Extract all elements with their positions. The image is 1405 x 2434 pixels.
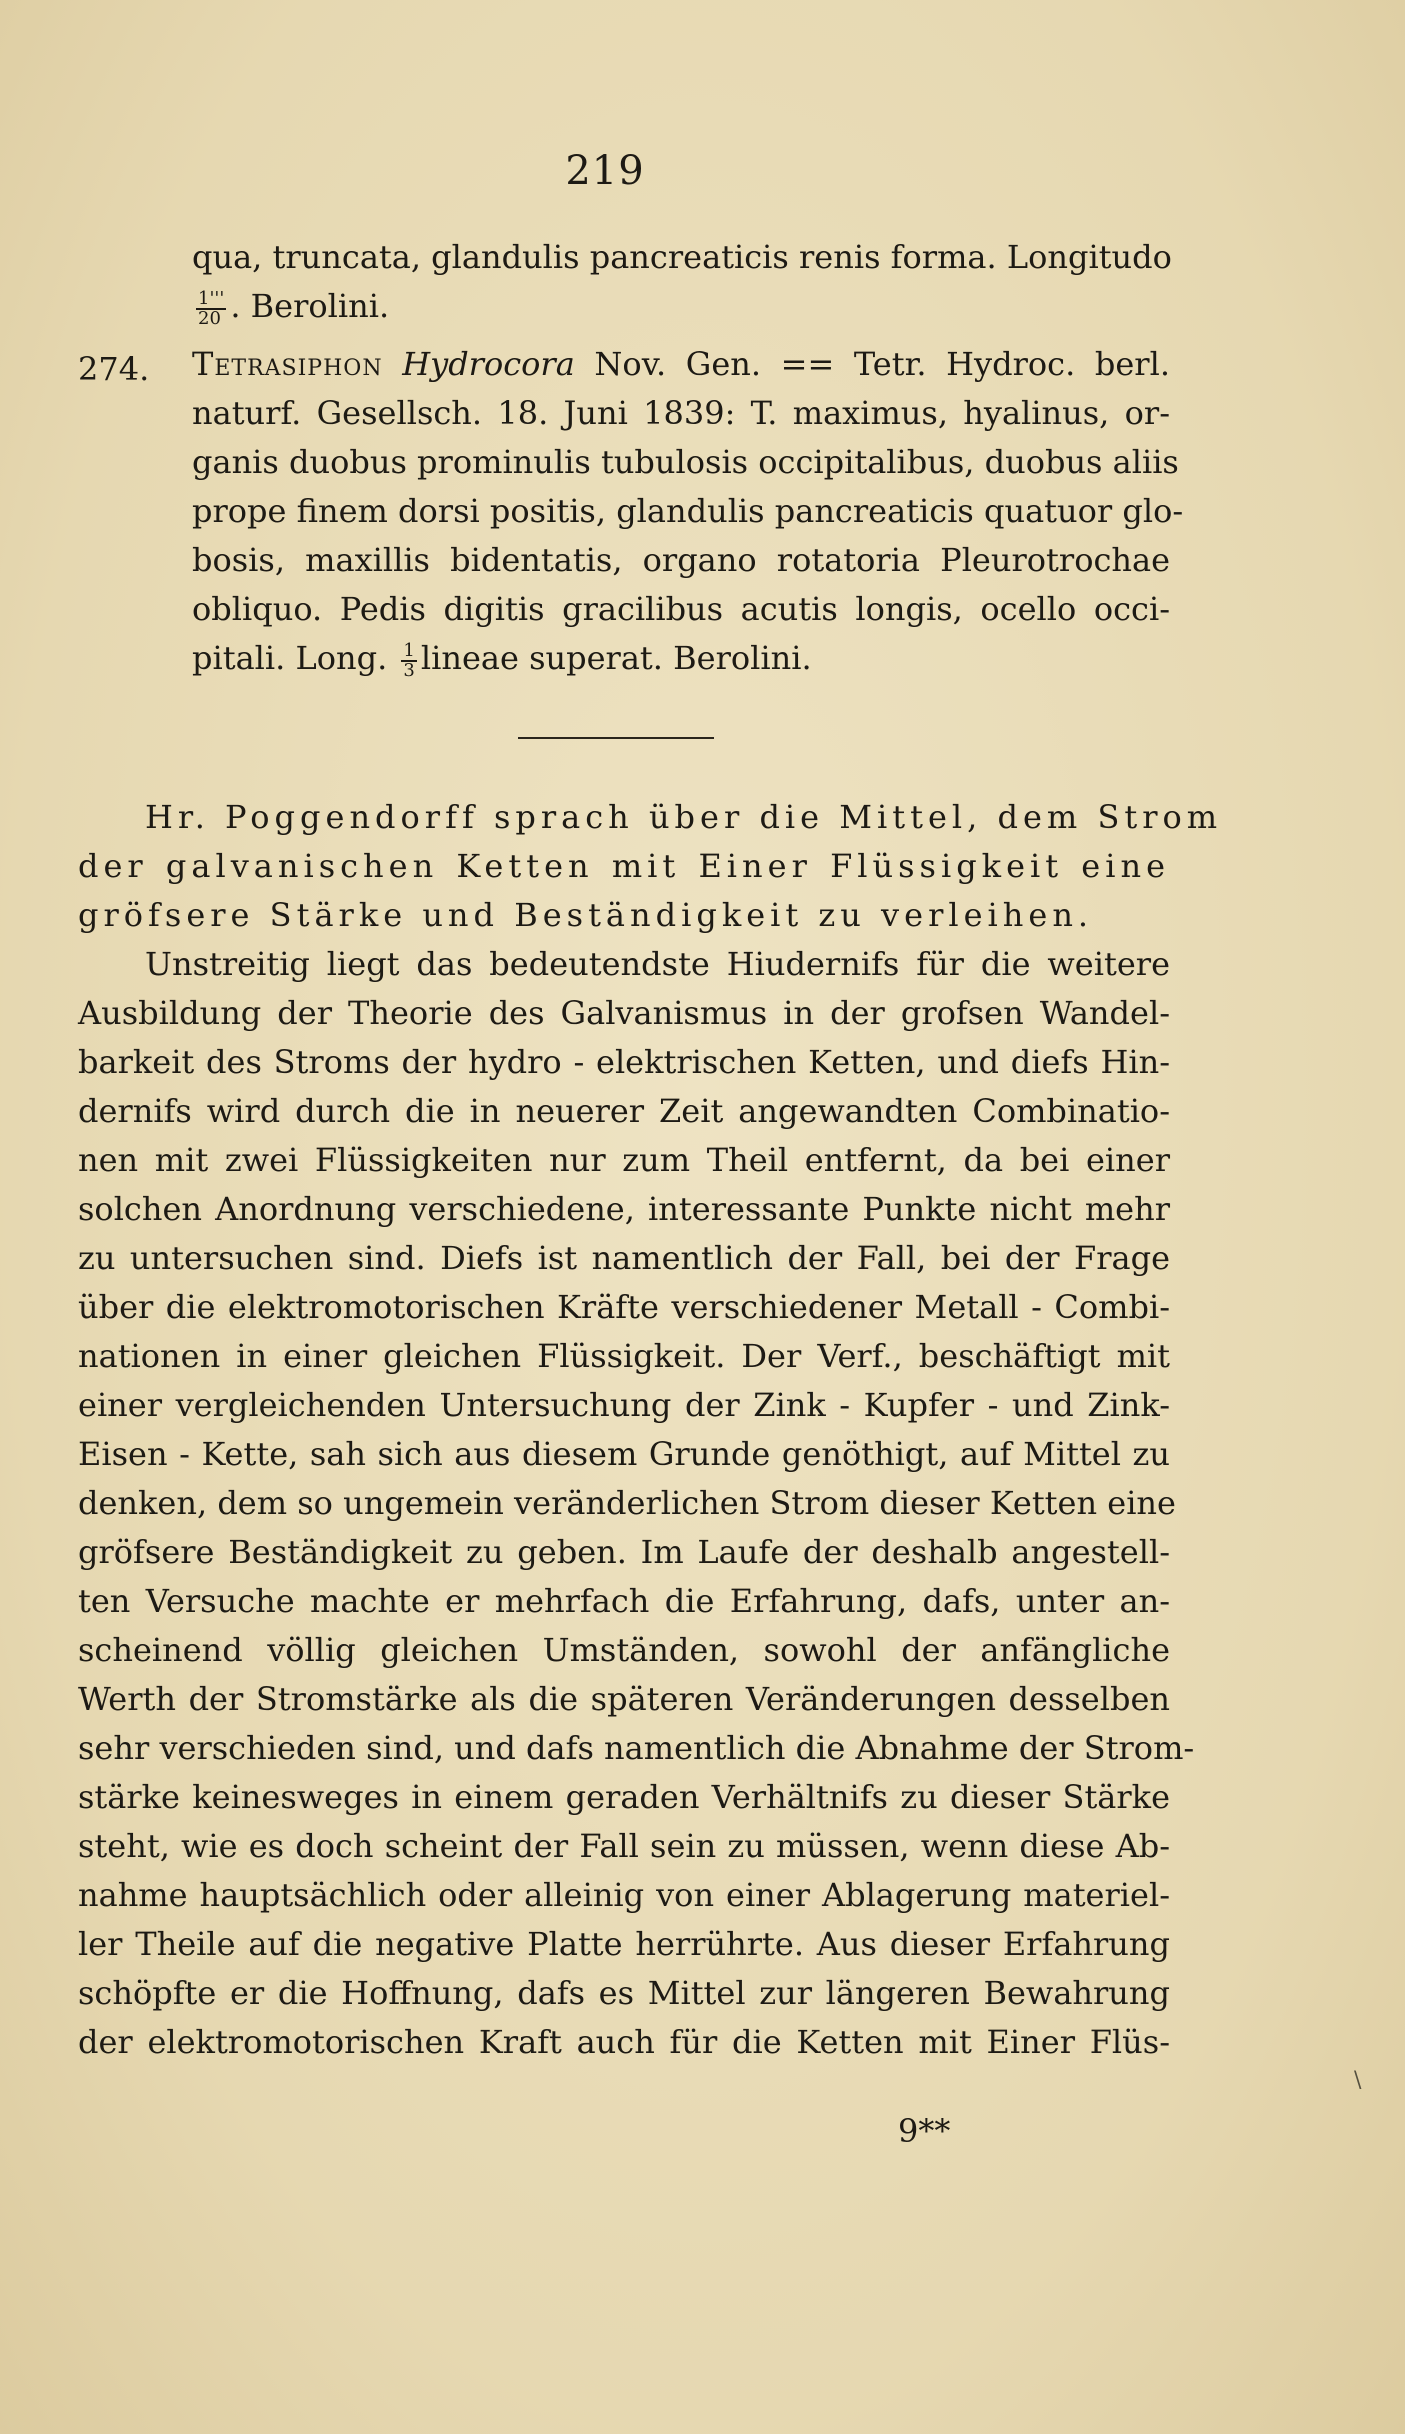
article-body: [78, 940, 1195, 2067]
article-heading-line-2: der galvanischen Ketten mit Einer Flüssigkeit eine: [78, 847, 1170, 885]
article-line: über die elektromotorischen Kräfte verschiedener Metall - Combi-: [78, 1288, 1170, 1326]
article-line: Ausbildung der Theorie des Galvanismus in der grofsen Wandel-: [78, 994, 1170, 1032]
article-line: dernifs wird durch die in neuerer Zeit angewandten Combinatio-: [78, 1092, 1170, 1130]
entry-274-line-1: Tetrasiphon Hydrocora Nov. Gen. == Tetr. Hydroc. berl.: [192, 345, 1171, 383]
fraction-one-third: $\frac{1}{3}$: [403, 639, 415, 681]
signature-mark: 9**: [898, 2112, 951, 2150]
article-line: stärke keinesweges in einem geraden Verhältnifs zu dieser Stärke: [78, 1778, 1170, 1816]
article-line: nationen in einer gleichen Flüssigkeit. Der Verf., beschäftigt mit: [78, 1337, 1170, 1375]
entry-274-line-4: prope finem dorsi positis, glandulis pancreaticis quatuor glo-: [192, 492, 1184, 530]
article: [78, 793, 1223, 2067]
article-line: nen mit zwei Flüssigkeiten nur zum Theil entfernt, da bei einer: [78, 1141, 1170, 1179]
genus-alt-name: Hydrocora: [402, 345, 575, 383]
genus-name: Tetrasiphon: [192, 345, 383, 383]
article-heading-line-3: gröfsere Stärke und Beständigkeit zu verleihen.: [78, 896, 1094, 934]
article-line: steht, wie es doch scheint der Fall sein zu müssen, wenn diese Ab-: [78, 1827, 1170, 1865]
article-heading-line-1: Hr. Poggendorff sprach über die Mittel, dem Strom: [145, 798, 1223, 836]
entry-273-line-2-text: . Berolini.: [230, 287, 390, 325]
article-line: Eisen - Kette, sah sich aus diesem Grunde genöthigt, auf Mittel zu: [78, 1435, 1170, 1473]
article-line: denken, dem so ungemein veränderlichen Strom dieser Ketten eine: [78, 1484, 1176, 1522]
page-number: 219: [565, 148, 645, 194]
fraction-one-twentieth: $\frac{1'''}{20}$: [198, 287, 225, 329]
entry-273-line-1: qua, truncata, glandulis pancreaticis renis forma. Longitudo: [192, 238, 1172, 276]
entry-274-line-7: pitali. Long. $\frac{1}{3}$ lineae superat. Berolini.: [192, 639, 812, 681]
entry-274-number: 274.: [78, 350, 150, 388]
article-line: nahme hauptsächlich oder alleinig von einer Ablagerung materiel-: [78, 1876, 1170, 1914]
entry-274-line-5: bosis, maxillis bidentatis, organo rotatoria Pleurotrochae: [192, 541, 1170, 579]
article-line: einer vergleichenden Untersuchung der Zink - Kupfer - und Zink-: [78, 1386, 1170, 1424]
article-line: solchen Anordnung verschiedene, interessante Punkte nicht mehr: [78, 1190, 1170, 1228]
section-divider: [518, 737, 714, 739]
article-line: gröfsere Beständigkeit zu geben. Im Laufe der deshalb angestell-: [78, 1533, 1170, 1571]
article-line: schöpfte er die Hoffnung, dafs es Mittel zur längeren Bewahrung: [78, 1974, 1170, 2012]
article-line: ler Theile auf die negative Platte herrührte. Aus dieser Erfahrung: [78, 1925, 1170, 1963]
article-line: Werth der Stromstärke als die späteren Veränderungen desselben: [78, 1680, 1170, 1718]
entry-273-line-2: [192, 282, 1170, 331]
article-line: der elektromotorischen Kraft auch für die Ketten mit Einer Flüs-: [78, 2023, 1170, 2061]
article-line: Unstreitig liegt das bedeutendste Hiudernifs für die weitere: [145, 945, 1170, 983]
stray-mark: \: [1354, 2068, 1362, 2093]
article-line: ten Versuche machte er mehrfach die Erfahrung, dafs, unter an-: [78, 1582, 1170, 1620]
article-line: sehr verschieden sind, und dafs namentlich die Abnahme der Strom-: [78, 1729, 1195, 1767]
entry-274: [192, 340, 1184, 683]
article-line: zu untersuchen sind. Diefs ist namentlich der Fall, bei der Frage: [78, 1239, 1170, 1277]
article-line: scheinend völlig gleichen Umständen, sowohl der anfängliche: [78, 1631, 1170, 1669]
entry-273: [192, 233, 1170, 331]
article-line: barkeit des Stroms der hydro - elektrischen Ketten, und diefs Hin-: [78, 1043, 1170, 1081]
entry-274-line-2: naturf. Gesellsch. 18. Juni 1839: T. maximus, hyalinus, or-: [192, 394, 1170, 432]
entry-274-line-3: ganis duobus prominulis tubulosis occipitalibus, duobus aliis: [192, 443, 1179, 481]
entry-274-line-6: obliquo. Pedis digitis gracilibus acutis longis, ocello occi-: [192, 590, 1170, 628]
